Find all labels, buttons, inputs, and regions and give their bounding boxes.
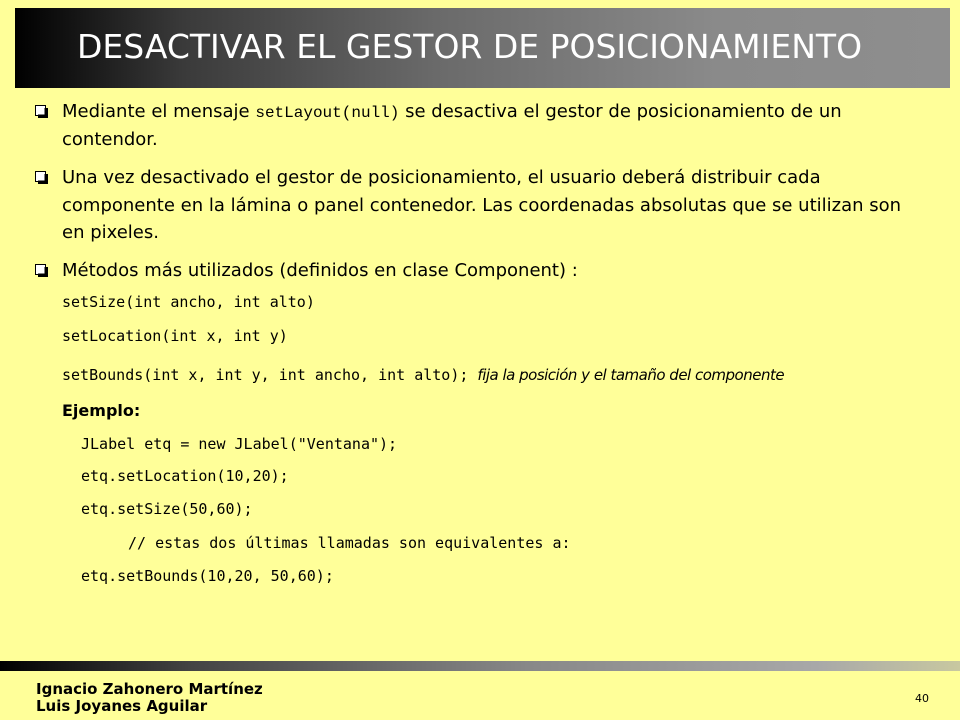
bullet-text-line: Una vez desactivado el gestor de posicionamiento, el usuario deberá distribuir cada: [62, 167, 821, 188]
method-set-bounds-code: setBounds(int x, int y, int ancho, int alto);: [62, 366, 469, 384]
page-number: 40: [915, 692, 929, 705]
example-code-line: etq.setLocation(10,20);: [81, 467, 289, 485]
example-code-line: etq.setBounds(10,20, 50,60);: [81, 567, 334, 585]
method-set-bounds-note: fija la posición y el tamaño del componente: [477, 366, 785, 384]
footer-author: Luis Joyanes Aguilar: [36, 697, 208, 715]
footer-author: Ignacio Zahonero Martínez: [36, 680, 263, 698]
bullet-text-pre: Mediante el mensaje: [62, 101, 256, 122]
example-heading: Ejemplo:: [62, 401, 141, 420]
checkbox-bullet-icon: [35, 171, 48, 184]
bullet-text-line: en pixeles.: [62, 222, 159, 243]
slide-title: DESACTIVAR EL GESTOR DE POSICIONAMIENTO: [77, 27, 863, 66]
bullet-text-line: contendor.: [62, 129, 158, 150]
example-code-comment: // estas dos últimas llamadas son equivalentes a:: [128, 534, 571, 552]
bullet-text: [62, 99, 842, 126]
method-set-bounds: [62, 366, 784, 384]
code-inline: setLayout(null): [255, 104, 400, 122]
footer-bar: [0, 661, 960, 671]
example-code-line: JLabel etq = new JLabel("Ventana");: [81, 435, 398, 453]
method-set-size: setSize(int ancho, int alto): [62, 293, 315, 311]
bullet-text-line: componente en la lámina o panel contenedor. Las coordenadas absolutas que se utilizan son: [62, 195, 902, 216]
checkbox-bullet-icon: [35, 105, 48, 118]
example-code-line: etq.setSize(50,60);: [81, 500, 253, 518]
bullet-text-post: se desactiva el gestor de posicionamiento de un: [399, 101, 842, 122]
bullet-text-line: Métodos más utilizados (definidos en clase Component) :: [62, 260, 578, 281]
method-set-location: setLocation(int x, int y): [62, 327, 288, 345]
checkbox-bullet-icon: [35, 264, 48, 277]
title-bar: [15, 8, 950, 88]
